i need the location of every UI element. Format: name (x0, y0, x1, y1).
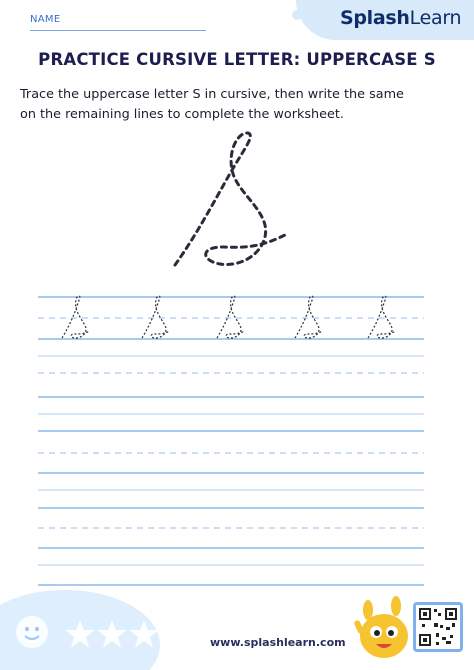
logo-bold-text: Splash (340, 7, 410, 29)
name-label: NAME (30, 14, 61, 25)
practice-row-2 (38, 373, 424, 414)
star-icon (129, 620, 159, 648)
traced-s-1 (62, 296, 90, 338)
traced-letters (62, 296, 396, 338)
instruction-line-1: Trace the uppercase letter S in cursive, then write the same (20, 87, 404, 102)
logo-light-text: Learn (409, 7, 462, 29)
star-icon (97, 620, 127, 648)
instruction-line-2: on the remaining lines to complete the worksheet. (20, 107, 344, 122)
traced-s-2 (142, 296, 170, 338)
footer-decoration (10, 610, 170, 660)
footer-url[interactable]: www.splashlearn.com (210, 636, 346, 649)
traced-s-5 (368, 296, 396, 338)
star-icon (65, 620, 95, 648)
mascot-icon (354, 596, 414, 666)
practice-row-4 (38, 508, 424, 565)
qr-code[interactable] (413, 602, 463, 652)
traced-s-3 (217, 296, 245, 338)
smiley-icon (16, 616, 48, 648)
traced-s-4 (295, 296, 323, 338)
worksheet-title: PRACTICE CURSIVE LETTER: UPPERCASE S (38, 50, 436, 69)
practice-row-3 (38, 431, 424, 490)
